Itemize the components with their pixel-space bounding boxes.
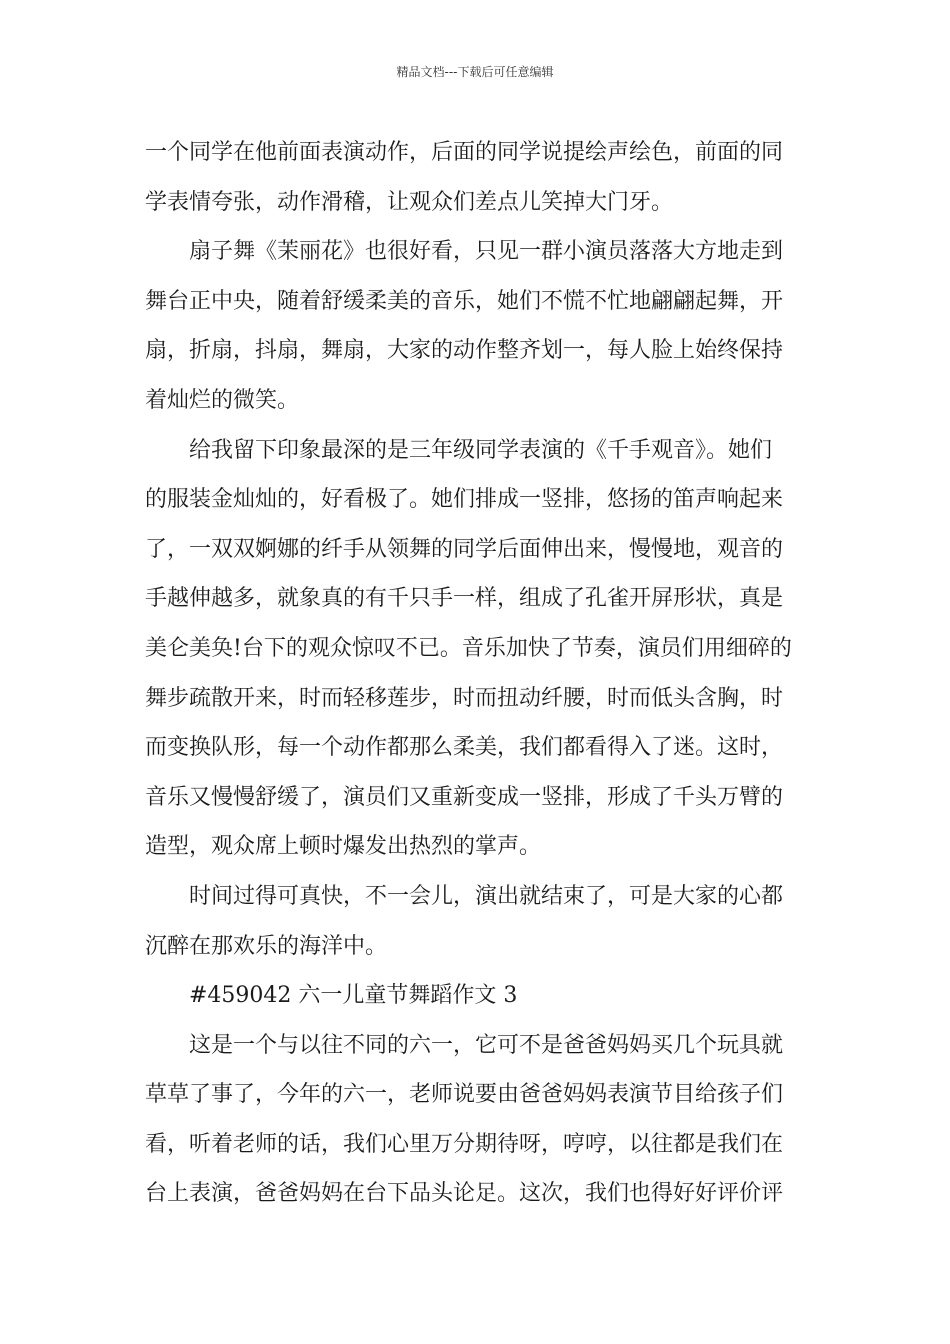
section-heading: #459042 六一儿童节舞蹈作文 3 xyxy=(189,983,518,1009)
text-line-19: 这是一个与以往不同的六一，它可不是爸爸妈妈买几个玩具就 xyxy=(189,1032,784,1058)
page-header: 精品文档---下载后可任意编辑 xyxy=(396,65,554,79)
text-line-8: 的服装金灿灿的，好看极了。她们排成一竖排，悠扬的笛声响起来 xyxy=(145,487,784,513)
text-line-13: 而变换队形，每一个动作都那么柔美，我们都看得入了迷。这时， xyxy=(145,735,784,761)
text-line-1: 一个同学在他前面表演动作，后面的同学说提绘声绘色，前面的同 xyxy=(145,140,784,165)
text-line-5: 扇，折扇，抖扇，舞扇，大家的动作整齐划一，每人脸上始终保持 xyxy=(145,338,784,364)
text-line-3: 扇子舞《茉丽花》也很好看，只见一群小演员落落大方地走到 xyxy=(189,239,784,265)
text-line-21: 看，听着老师的话，我们心里万分期待呀，哼哼，以往都是我们在 xyxy=(145,1131,784,1157)
text-line-2: 学表情夸张，动作滑稽，让观众们差点儿笑掉大门牙。 xyxy=(145,189,674,215)
text-line-7: 给我留下印象最深的是三年级同学表演的《千手观音》。她们 xyxy=(189,437,773,463)
text-line-15: 造型，观众席上顿时爆发出热烈的掌声。 xyxy=(145,834,542,860)
text-line-6: 着灿烂的微笑。 xyxy=(145,387,300,413)
document-body xyxy=(145,128,815,1219)
text-line-4: 舞台正中央，随着舒缓柔美的音乐，她们不慌不忙地翩翩起舞，开 xyxy=(145,288,784,314)
text-line-10: 手越伸越多，就象真的有千只手一样，组成了孔雀开屏形状，真是 xyxy=(145,586,784,612)
text-line-9: 了，一双双婀娜的纤手从领舞的同学后面伸出来，慢慢地，观音的 xyxy=(145,536,784,562)
text-line-17: 沉醉在那欢乐的海洋中。 xyxy=(145,933,388,959)
text-line-11: 美仑美奂!台下的观众惊叹不已。音乐加快了节奏，演员们用细碎的 xyxy=(145,635,792,661)
text-line-20: 草草了事了，今年的六一，老师说要由爸爸妈妈表演节目给孩子们 xyxy=(145,1082,784,1108)
text-line-12: 舞步疏散开来，时而轻移莲步，时而扭动纤腰，时而低头含胸，时 xyxy=(145,685,784,711)
text-line-16: 时间过得可真快，不一会儿，演出就结束了，可是大家的心都 xyxy=(189,883,784,909)
text-line-22: 台上表演，爸爸妈妈在台下品头论足。这次，我们也得好好评价评 xyxy=(145,1181,784,1207)
text-line-14: 音乐又慢慢舒缓了，演员们又重新变成一竖排，形成了千头万臂的 xyxy=(145,784,784,810)
